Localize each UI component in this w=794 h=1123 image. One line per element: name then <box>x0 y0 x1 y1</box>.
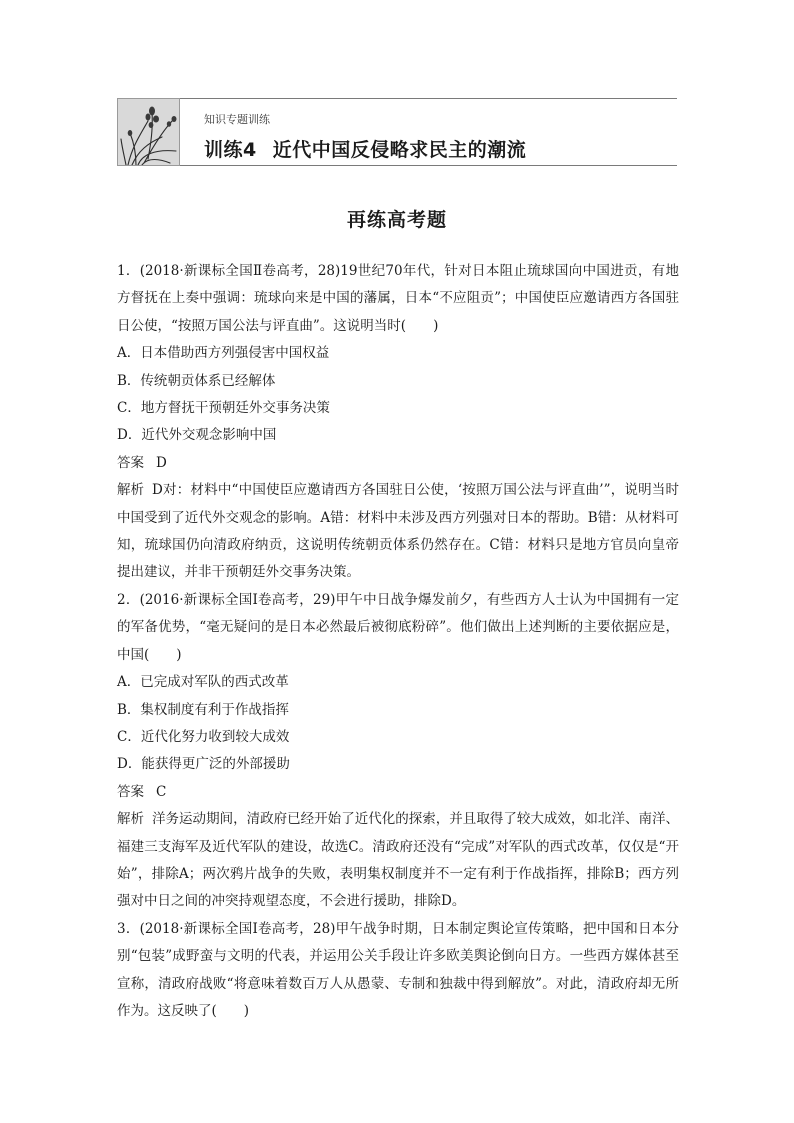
lesson-number: 训练4 <box>204 139 257 161</box>
question-2-option-c: C．近代化努力收到较大成效 <box>117 728 290 745</box>
question-1-option-a: A．日本借助西方列强侵害中国权益 <box>117 345 330 362</box>
question-2-option-a: A．已完成对军队的西式改革 <box>117 674 289 691</box>
series-label: 知识专题训练 <box>204 113 270 126</box>
answer-value: C <box>156 783 167 800</box>
question-1-stem: 1．(2018·新课标全国Ⅱ卷高考，28)19世纪70年代，针对日本阻止琉球国向中国进贡，有地方督抚在上奏中强调：琉球向来是中国的藩属，日本“不应阻贡”；中国使臣应邀请西方各国驻日公使，“按照万国公法与评直曲”。这说明当时( ) <box>117 263 679 334</box>
question-3-stem: 3．(2018·新课标全国Ⅰ卷高考，28)甲午战争时期，日本制定舆论宣传策略，把中国和日本分别“包装”成野蛮与文明的代表，并运用公关手段让许多欧美舆论倒向日方。一些西方媒体甚至宣称，清政府战败“将意味着数百万人从愚蒙、专制和独裁中得到解放”。对此，清政府却无所作为。这反映了( ) <box>117 920 679 1019</box>
question-2-analysis <box>117 806 679 916</box>
question-1-analysis <box>117 477 679 587</box>
analysis-label: 解析 <box>117 482 144 499</box>
orchid-icon <box>118 99 180 166</box>
question-1-answer <box>117 450 679 477</box>
analysis-label: 解析 <box>117 811 144 828</box>
question-2-option-d: D．能获得更广泛的外部援助 <box>117 756 290 773</box>
page-title <box>204 135 526 162</box>
answer-label: 答案 <box>117 783 144 800</box>
lesson-topic: 近代中国反侵略求民主的潮流 <box>272 139 527 161</box>
question-1-option-b: B．传统朝贡体系已经解体 <box>117 372 276 389</box>
question-list <box>117 258 679 1025</box>
section-title: 再练高考题 <box>346 209 447 231</box>
question-2-answer <box>117 779 679 806</box>
analysis-text: D对：材料中“中国使臣应邀请西方各国驻日公使，‘按照万国公法与评直曲’”，说明当时中国受到了近代外交观念的影响。A错：材料中未涉及西方列强对日本的帮助。B错：从材料可知，琉球国仍向清政府纳贡，这说明传统朝贡体系仍然存在。C错：材料只是地方官员向皇帝提出建议，并非干预朝廷外交事务决策。 <box>117 482 679 581</box>
orchid-illustration <box>117 98 180 166</box>
header-rule-top <box>117 98 677 99</box>
question-2-stem: 2．(2016·新课标全国Ⅰ卷高考，29)甲午中日战争爆发前夕，有些西方人士认为中国拥有一定的军备优势，“毫无疑问的是日本必然最后被彻底粉碎”。他们做出上述判断的主要依据应是，中国( ) <box>117 591 679 663</box>
page-header <box>117 98 677 166</box>
question-2-option-b: B．集权制度有利于作战指挥 <box>117 701 289 718</box>
question-1-option-c: C．地方督抚干预朝廷外交事务决策 <box>117 400 330 417</box>
analysis-text: 洋务运动期间，清政府已经开始了近代化的探索，并且取得了较大成效，如北洋、南洋、福建三支海军及近代军队的建设，故选C。清政府还没有“完成”对军队的西式改革，仅仅是“开始”，排除A；两次鸦片战争的失败，表明集权制度并不一定有利于作战指挥，排除B；西方列强对中日之间的冲突持观望态度，不会进行援助，排除D。 <box>117 811 679 910</box>
question-1-option-d: D．近代外交观念影响中国 <box>117 427 277 444</box>
answer-label: 答案 <box>117 454 144 471</box>
answer-value: D <box>156 454 167 471</box>
header-rule-bottom <box>180 165 677 166</box>
